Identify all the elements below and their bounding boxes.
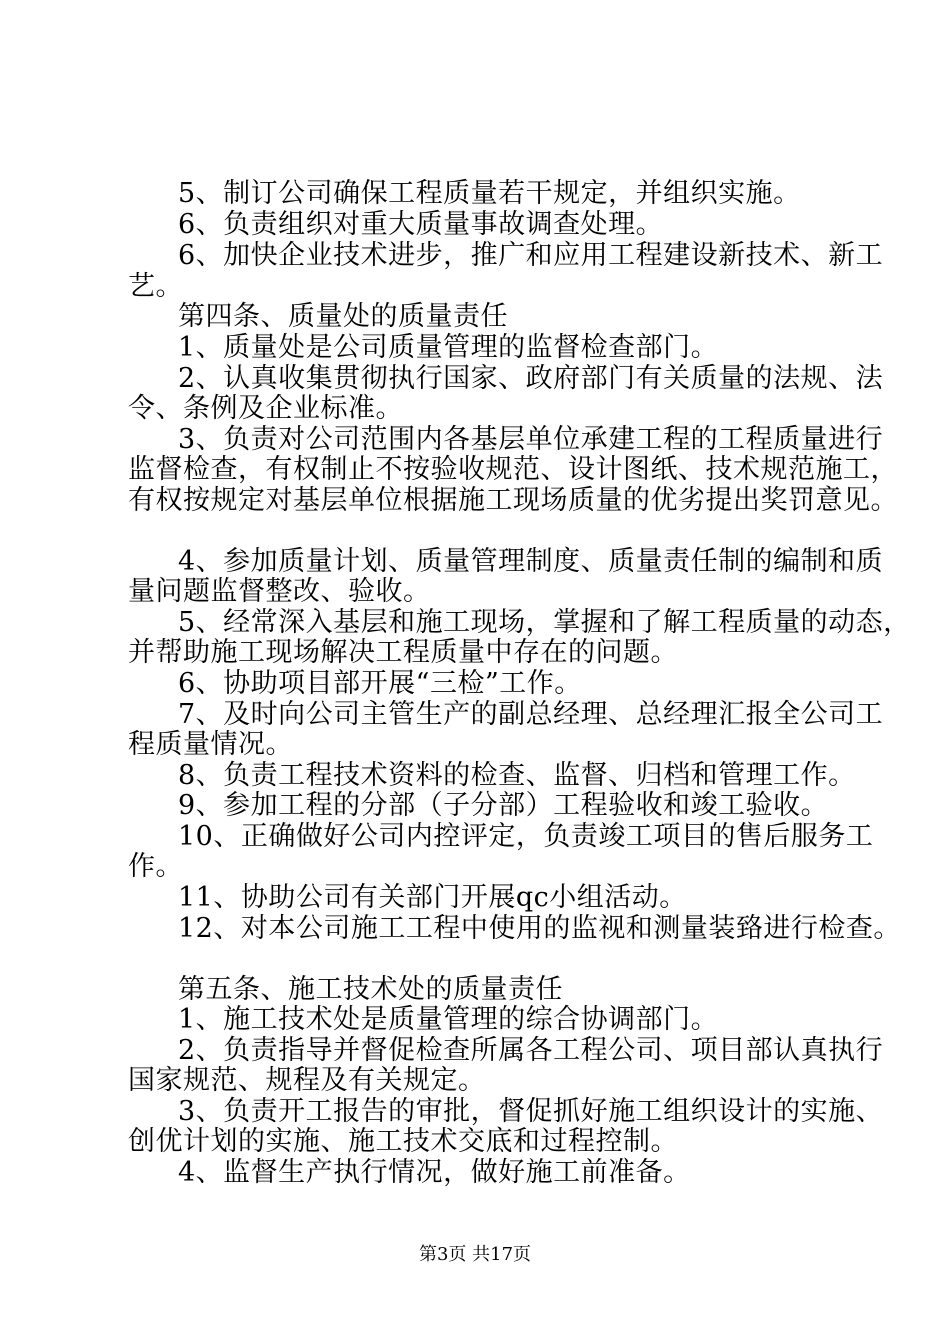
paragraph-line: 12、对本公司施工工程中使用的监视和测量装臵进行检查。 [178,913,901,944]
paragraph-line: 监督检查，有权制止不按验收规范、设计图纸、技术规范施工， [128,454,898,485]
paragraph-line: 令、条例及企业标准。 [128,393,403,424]
section-heading: 第五条、施工技术处的质量责任 [178,974,563,1005]
paragraph-line: 国家规范、规程及有关规定。 [128,1065,486,1096]
paragraph-line: 4、参加质量计划、质量管理制度、质量责任制的编制和质 [178,546,884,577]
paragraph-line: 9、参加工程的分部（子分部）工程验收和竣工验收。 [178,790,829,821]
paragraph-line: 6、加快企业技术进步，推广和应用工程建设新技术、新工 [178,240,884,271]
paragraph-line: 有权按规定对基层单位根据施工现场质量的优劣提出奖罚意见。 [128,485,898,516]
paragraph-line: 艺。 [128,271,183,302]
paragraph-line: 作。 [128,851,183,882]
paragraph-line: 5、制订公司确保工程质量若干规定，并组织实施。 [178,178,801,209]
paragraph-line: 并帮助施工现场解决工程质量中存在的问题。 [128,637,678,668]
paragraph-line: 8、负责工程技术资料的检查、监督、归档和管理工作。 [178,760,856,791]
paragraph-line: 2、负责指导并督促检查所属各工程公司、项目部认真执行 [178,1035,884,1066]
paragraph-line: 1、质量处是公司质量管理的监督检查部门。 [178,332,719,363]
paragraph-line: 程质量情况。 [128,729,293,760]
paragraph-line: 6、协助项目部开展“三检”工作。 [178,668,582,699]
paragraph-line: 4、监督生产执行情况，做好施工前准备。 [178,1157,691,1188]
paragraph-line: 6、负责组织对重大质量事故调查处理。 [178,209,664,240]
paragraph-line: 11、协助公司有关部门开展qc小组活动。 [178,882,687,913]
paragraph-line: 量问题监督整改、验收。 [128,576,431,607]
section-heading: 第四条、质量处的质量责任 [178,301,508,332]
paragraph-line: 2、认真收集贯彻执行国家、政府部门有关质量的法规、法 [178,363,884,394]
paragraph-line: 创优计划的实施、施工技术交底和过程控制。 [128,1126,678,1157]
paragraph-line: 3、负责开工报告的审批，督促抓好施工组织设计的实施、 [178,1096,884,1127]
paragraph-line: 5、经常深入基层和施工现场，掌握和了解工程质量的动态， [178,607,911,638]
paragraph-line: 7、及时向公司主管生产的副总经理、总经理汇报全公司工 [178,699,884,730]
page-number-footer: 第3页 共17页 [418,1244,532,1265]
paragraph-line: 10、正确做好公司内控评定，负责竣工项目的售后服务工 [178,821,874,852]
paragraph-line: 1、施工技术处是质量管理的综合协调部门。 [178,1004,719,1035]
paragraph-line: 3、负责对公司范围内各基层单位承建工程的工程质量进行 [178,424,884,455]
